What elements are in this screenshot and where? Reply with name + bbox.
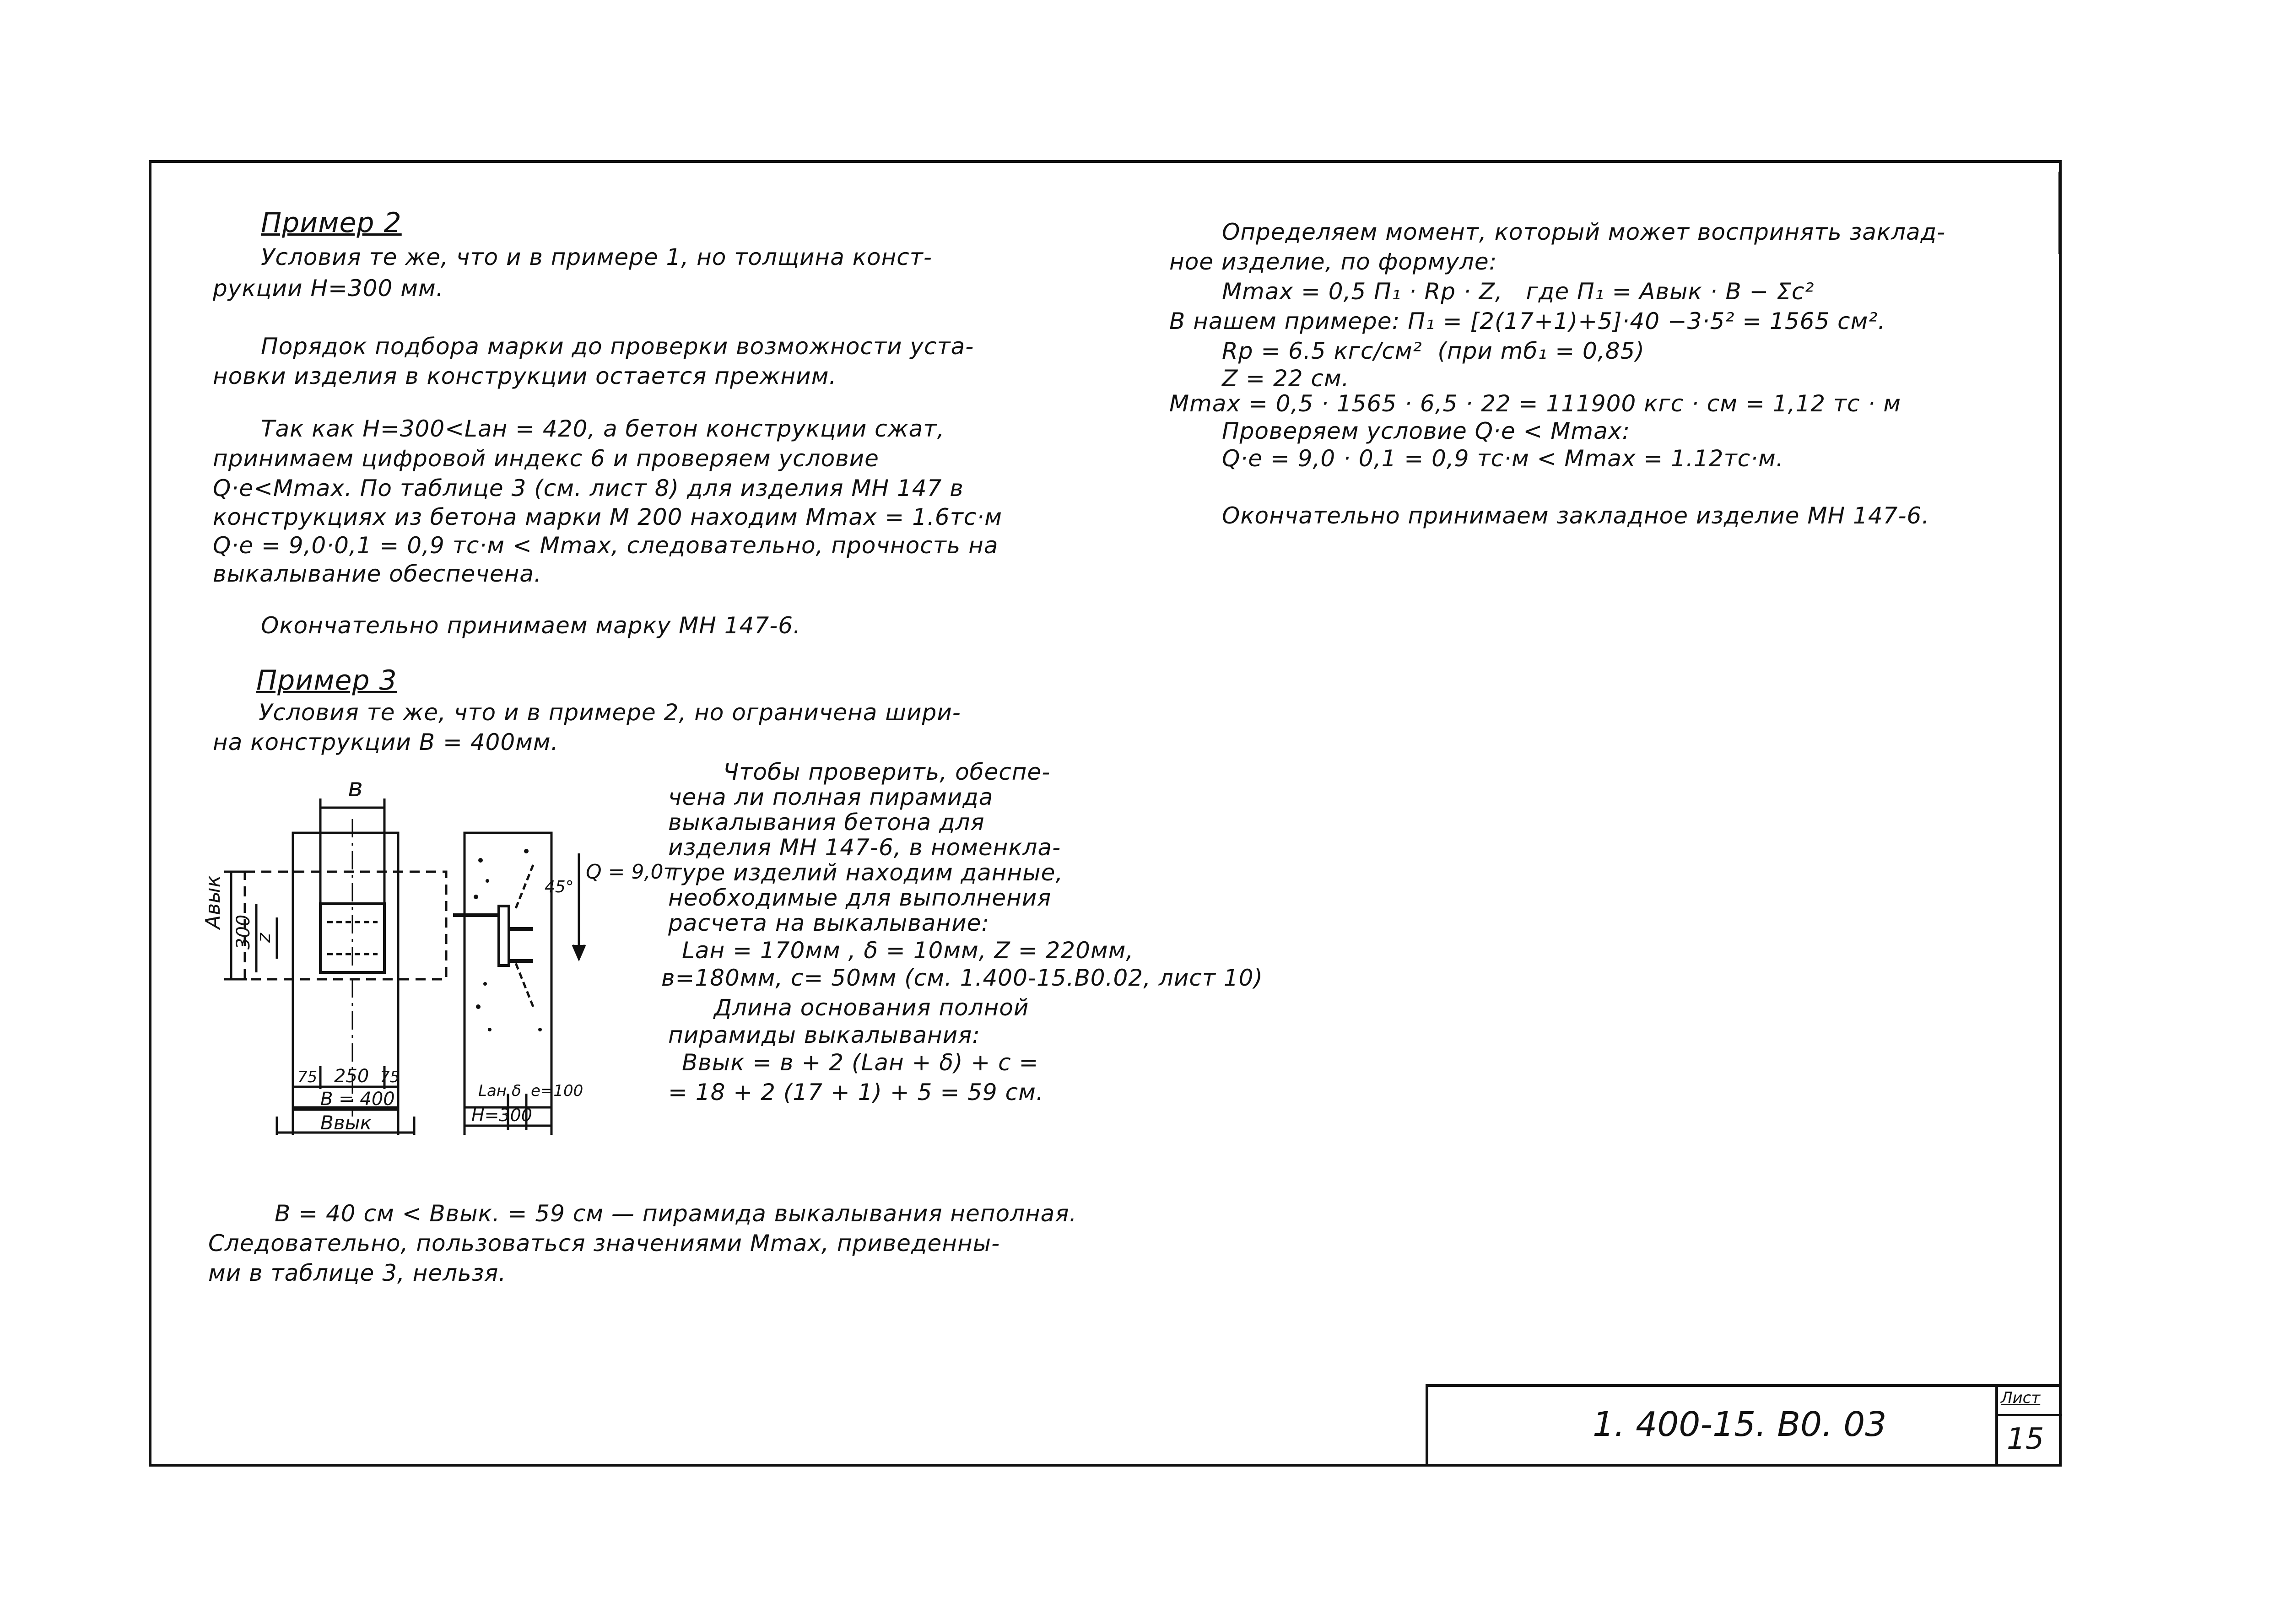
final-example2: Окончательно принимаем марку МН 147-6. xyxy=(261,612,801,639)
label-lan: Lан xyxy=(478,1082,507,1100)
example3-title: Пример 3 xyxy=(256,664,397,696)
conclusion-line-2: Следовательно, пользоваться значениями Mmax, приведенны- xyxy=(208,1230,1000,1257)
dim-b-vyk: Bвык xyxy=(320,1111,372,1134)
check-condition: Проверяем условие Q·e < Mmax: xyxy=(1222,418,1631,444)
example2-line-1: Условия те же, что и в примере 1, но толщина конст- xyxy=(261,244,932,270)
dim-b400: B = 400 xyxy=(320,1089,395,1110)
example2-line-2: рукции H=300 мм. xyxy=(213,275,444,302)
label-q: Q = 9,0т xyxy=(586,860,675,884)
label-b: в xyxy=(348,773,363,803)
check-line-6: необходимые для выполнения xyxy=(668,885,1052,911)
check-line-10: Длина основания полной xyxy=(714,994,1029,1021)
label-angle: 45° xyxy=(545,878,574,896)
check-line-1: Чтобы проверить, обеспе- xyxy=(723,759,1051,785)
check-line-8: Lан = 170мм , δ = 10мм, Z = 220мм, xyxy=(682,937,1134,964)
check-line-13: = 18 + 2 (17 + 1) + 5 = 59 см. xyxy=(668,1079,1044,1106)
conclusion-line-1: B = 40 см < Bвык. = 59 см — пирамида выкалывания неполная. xyxy=(275,1200,1077,1227)
check-line-7: расчета на выкалывание: xyxy=(668,910,990,936)
dim-75-right: 75 xyxy=(380,1068,400,1086)
sheet-label: Лист xyxy=(2001,1389,2041,1407)
order-line-2: новки изделия в конструкции остается прежним. xyxy=(213,363,837,389)
since-line-1: Так как H=300<Lан = 420, а бетон конструкции сжат, xyxy=(261,415,945,442)
document-code: 1. 400-15. В0. 03 xyxy=(1593,1405,1887,1444)
check-line-4: изделия МН 147-6, в номенкла- xyxy=(668,834,1061,861)
moment-result: Mmax = 0,5 · 1565 · 6,5 · 22 = 111900 кгс · см = 1,12 тс · м xyxy=(1169,390,1901,417)
moment-line-2: ное изделие, по формуле: xyxy=(1169,248,1497,275)
sheet-number: 15 xyxy=(2007,1422,2044,1456)
final-decision: Окончательно принимаем закладное изделие МН 147-6. xyxy=(1222,502,1930,529)
example2-title: Пример 2 xyxy=(261,207,402,239)
label-z: z xyxy=(254,933,275,943)
example3-line-1: Условия те же, что и в примере 2, но ограничена шири- xyxy=(259,699,961,726)
moment-example: В нашем примере: П₁ = [2(17+1)+5]·40 −3·5² = 1565 см². xyxy=(1169,308,1886,335)
since-line-3: Q·e<Mmax. По таблице 3 (см. лист 8) для изделия МН 147 в xyxy=(213,475,964,502)
label-h300: H=300 xyxy=(471,1105,532,1125)
since-line-2: принимаем цифровой индекс 6 и проверяем условие xyxy=(213,445,879,472)
label-delta: δ xyxy=(512,1082,521,1100)
moment-line-1: Определяем момент, который может воспринять заклад- xyxy=(1222,219,1946,245)
label-e: e=100 xyxy=(531,1082,583,1100)
moment-formula: Mmax = 0,5 П₁ · Rр · Z, где П₁ = Aвык · B − Σc² xyxy=(1222,278,1815,305)
title-block-separator xyxy=(1995,1384,1998,1467)
moment-rp: Rр = 6.5 кгс/см² (при mб₁ = 0,85) xyxy=(1222,338,1645,364)
order-line-1: Порядок подбора марки до проверки возможности уста- xyxy=(261,333,974,360)
label-300: 300 xyxy=(233,914,254,950)
dim-75-left: 75 xyxy=(297,1068,318,1086)
sheet-cell-divider xyxy=(1998,1414,2062,1416)
check-line-9: в=180мм, с= 50мм (см. 1.400-15.В0.02, лист 10) xyxy=(661,965,1263,991)
since-line-4: конструкциях из бетона марки М 200 находим Mmax = 1.6тс·м xyxy=(213,504,1002,530)
example3-line-2: на конструкции B = 400мм. xyxy=(213,729,559,755)
dim-250: 250 xyxy=(334,1066,369,1087)
check-result: Q·e = 9,0 · 0,1 = 0,9 тс·м < Mmax = 1.12тс·м. xyxy=(1222,445,1784,472)
since-line-5: Q·e = 9,0·0,1 = 0,9 тс·м < Mmax, следовательно, прочность на xyxy=(213,532,999,559)
moment-z: Z = 22 см. xyxy=(1222,365,1350,392)
check-line-12: Bвык = в + 2 (Lан + δ) + с = xyxy=(682,1049,1039,1076)
check-line-2: чена ли полная пирамида xyxy=(668,784,994,810)
check-line-5: туре изделий находим данные, xyxy=(668,859,1064,886)
check-line-3: выкалывания бетона для xyxy=(668,809,985,836)
since-line-6: выкалывание обеспечена. xyxy=(213,561,542,587)
label-a-vyk: Aвык xyxy=(201,875,225,929)
check-line-11: пирамиды выкалывания: xyxy=(668,1022,981,1048)
conclusion-line-3: ми в таблице 3, нельзя. xyxy=(208,1260,507,1286)
